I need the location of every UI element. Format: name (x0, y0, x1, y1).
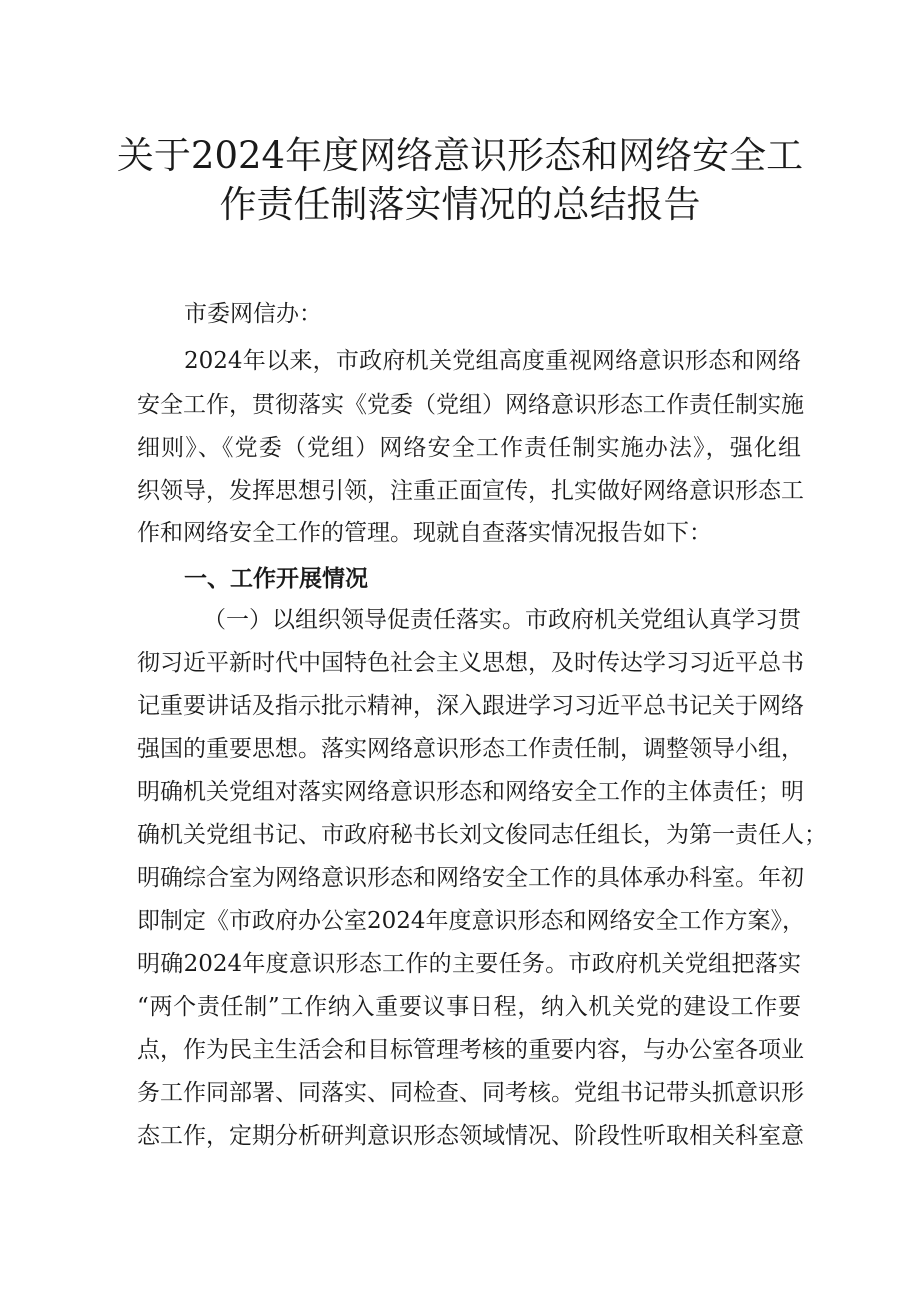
section-line: 即制定《市政府办公室2024年度意识形态和网络安全工作方案》， (137, 908, 806, 934)
section-line: 确机关党组书记、市政府秘书长刘文俊同志任组长，为第一责任人； (137, 822, 827, 848)
intro-line: 2024年以来，市政府机关党组高度重视网络意识形态和网络 (184, 348, 801, 374)
section-line: 务工作同部署、同落实、同检查、同考核。党组书记带头抓意识形 (137, 1080, 804, 1106)
section-line: 记重要讲话及指示批示精神，深入跟进学习习近平总书记关于网络 (137, 693, 804, 719)
section-line: 彻习近平新时代中国特色社会主义思想，及时传达学习习近平总书 (137, 650, 804, 676)
salutation: 市委网信办： (184, 301, 322, 327)
section-line: 明确机关党组对落实网络意识形态和网络安全工作的主体责任；明 (137, 779, 804, 805)
section-line: 明确2024年度意识形态工作的主要任务。市政府机关党组把落实 (137, 951, 801, 977)
document-title-line-2: 作责任制落实情况的总结报告 (219, 183, 701, 226)
section-heading: 一、工作开展情况 (184, 566, 368, 592)
section-line: 点，作为民主生活会和目标管理考核的重要内容，与办公室各项业 (137, 1037, 804, 1063)
section-line: “两个责任制”工作纳入重要议事日程，纳入机关党的建设工作要 (137, 994, 801, 1020)
intro-line: 织领导，发挥思想引领，注重正面宣传，扎实做好网络意识形态工 (137, 478, 804, 504)
section-line: 强国的重要思想。落实网络意识形态工作责任制，调整领导小组， (137, 736, 804, 762)
intro-line: 安全工作，贯彻落实《党委（党组）网络意识形态工作责任制实施 (137, 392, 804, 418)
intro-line: 细则》、《党委（党组）网络安全工作责任制实施办法》，强化组 (137, 435, 801, 461)
section-line: （一）以组织领导促责任落实。市政府机关党组认真学习贯 (203, 607, 801, 633)
section-line: 态工作，定期分析研判意识形态领域情况、阶段性听取相关科室意 (137, 1123, 804, 1149)
section-line: 明确综合室为网络意识形态和网络安全工作的具体承办科室。年初 (137, 865, 804, 891)
intro-line: 作和网络安全工作的管理。现就自查落实情况报告如下： (137, 520, 712, 546)
document-title-line-1: 关于2024年度网络意识形态和网络安全工 (116, 134, 804, 177)
